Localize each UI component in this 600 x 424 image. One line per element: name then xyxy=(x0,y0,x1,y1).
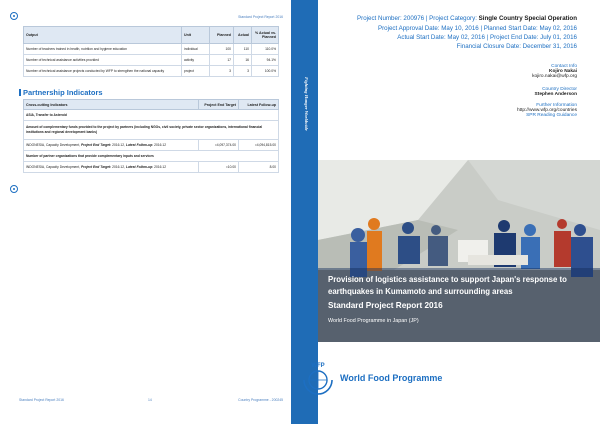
follow-label: Latest Follow-up: xyxy=(125,165,154,169)
report-subtitle: Standard Project Report 2016 xyxy=(328,301,443,310)
cover-photo xyxy=(318,160,600,342)
country-director-name: Stephen Anderson xyxy=(534,92,577,97)
footer-left: Standard Project Report 2016 xyxy=(19,398,64,402)
organization-name: World Food Programme xyxy=(340,373,443,383)
approval-line: Project Approval Date: May 10, 2016 | Planned Start Date: May 02, 2016 xyxy=(377,25,577,32)
table-cell: =4,094,815.00 xyxy=(239,140,279,151)
table-row xyxy=(24,151,279,162)
table-row xyxy=(24,121,279,140)
title-overlay xyxy=(318,268,600,342)
further-info-link[interactable]: http://www.wfp.org/countries xyxy=(517,108,577,113)
indicator-description: Amount of complementary funds provided to the project by partners (including NGOs, civil society, private sector organizations, international financial institutions and regional development banks) xyxy=(24,121,279,140)
logo-letters: WFP xyxy=(311,363,325,369)
project-number-label: Project Number: 200976 | Project Category: xyxy=(357,15,479,22)
column-header: Planned xyxy=(210,27,234,44)
table-cell: Number of technical assistance activities provided xyxy=(24,55,182,66)
table-cell: 17 xyxy=(210,55,234,66)
column-header: % Actual vs. Planned xyxy=(252,27,279,44)
follow-label: Latest Follow-up: xyxy=(125,143,154,147)
project-title-line-1: Provision of logistics assistance to support Japan's response to xyxy=(328,275,567,284)
row-lead: INDONESIA, Capacity Development, xyxy=(26,165,81,169)
project-number-line xyxy=(357,15,577,22)
table-row xyxy=(24,110,279,121)
table-cell: 16 xyxy=(234,55,252,66)
table-cell: 3 xyxy=(234,66,252,77)
table-cell: 100.0% xyxy=(252,66,279,77)
column-header: Cross-cutting Indicators xyxy=(24,100,199,110)
table-cell: 100 xyxy=(210,44,234,55)
left-page xyxy=(0,0,291,424)
table-header-row xyxy=(24,27,279,44)
column-header: Project End Target xyxy=(199,100,239,110)
target-label: Project End Target: xyxy=(80,143,112,147)
column-header: Latest Follow-up xyxy=(239,100,279,110)
follow-date: 2016.12 xyxy=(153,143,167,147)
footer-right: Country Programme - 200245 xyxy=(238,398,283,402)
director-block xyxy=(535,87,577,97)
contact-name: Kojiro Nakai xyxy=(549,69,577,74)
table-row xyxy=(24,66,279,77)
column-header: Output xyxy=(24,27,182,44)
organization-line: World Food Programme in Japan (JP) xyxy=(328,318,419,324)
country-director-label: Country Director xyxy=(542,87,577,92)
partnership-table xyxy=(23,99,279,173)
table-cell xyxy=(24,140,199,151)
table-cell: Number of teachers trained in health, nutrition and hygiene education xyxy=(24,44,182,55)
table-row xyxy=(24,44,279,55)
table-cell: project xyxy=(182,66,210,77)
contact-block xyxy=(532,64,577,79)
table-cell: =4,097,374.00 xyxy=(199,140,239,151)
column-header: Actual xyxy=(234,27,252,44)
table-header-row xyxy=(24,100,279,110)
table-cell: 94.1% xyxy=(252,55,279,66)
group-cell: ASIA, Transfer to Asteroid xyxy=(24,110,279,121)
table-cell: activity xyxy=(182,55,210,66)
follow-date: 2016.12 xyxy=(153,165,167,169)
further-info-block xyxy=(517,103,577,118)
financial-closure-line: Financial Closure Date: December 31, 2016 xyxy=(456,43,577,50)
section-title: Partnership Indicators xyxy=(19,88,103,97)
further-info-label: Further Information xyxy=(536,103,577,108)
page-header: Standard Project Report 2016 xyxy=(238,15,283,19)
actual-start-line: Actual Start Date: May 02, 2016 | Project End Date: July 01, 2016 xyxy=(397,34,577,41)
row-lead: INDONESIA, Capacity Development, xyxy=(26,143,81,147)
page-number: 14 xyxy=(148,398,152,402)
table-row xyxy=(24,55,279,66)
spr-guidance-link[interactable]: SPR Reading Guidance xyxy=(526,113,577,118)
target-date: 2016.12, xyxy=(111,165,126,169)
wfp-logo-icon xyxy=(299,358,337,402)
target-date: 2016.12, xyxy=(111,143,126,147)
wfp-emblem-icon xyxy=(10,12,18,20)
table-row xyxy=(24,140,279,151)
indicator-description: Number of partner organizations that provide complementary inputs and services xyxy=(24,151,279,162)
table-cell: Number of technical assistance projects conducted by WFP to strengthen the national capacity xyxy=(24,66,182,77)
contact-email[interactable]: kojiro.nakai@wfp.org xyxy=(532,74,577,79)
contact-info-label: Contact Info xyxy=(551,64,577,69)
table-cell: 110 xyxy=(234,44,252,55)
table-cell: =10.00 xyxy=(199,162,239,173)
table-cell: 3 xyxy=(210,66,234,77)
column-header: Unit xyxy=(182,27,210,44)
spine-title xyxy=(298,75,312,135)
wfp-emblem-icon xyxy=(10,185,18,193)
table-cell: 8.00 xyxy=(239,162,279,173)
project-title-line-2: earthquakes in Kumamoto and surrounding areas xyxy=(328,287,513,296)
table-cell xyxy=(24,162,199,173)
table-row xyxy=(24,162,279,173)
table-cell: 110.0% xyxy=(252,44,279,55)
spine-title-text: Fighting Hunger Worldwide xyxy=(304,77,309,131)
output-table xyxy=(23,26,279,77)
table-cell: individual xyxy=(182,44,210,55)
target-label: Project End Target: xyxy=(80,165,112,169)
project-category: Single Country Special Operation xyxy=(478,15,577,22)
